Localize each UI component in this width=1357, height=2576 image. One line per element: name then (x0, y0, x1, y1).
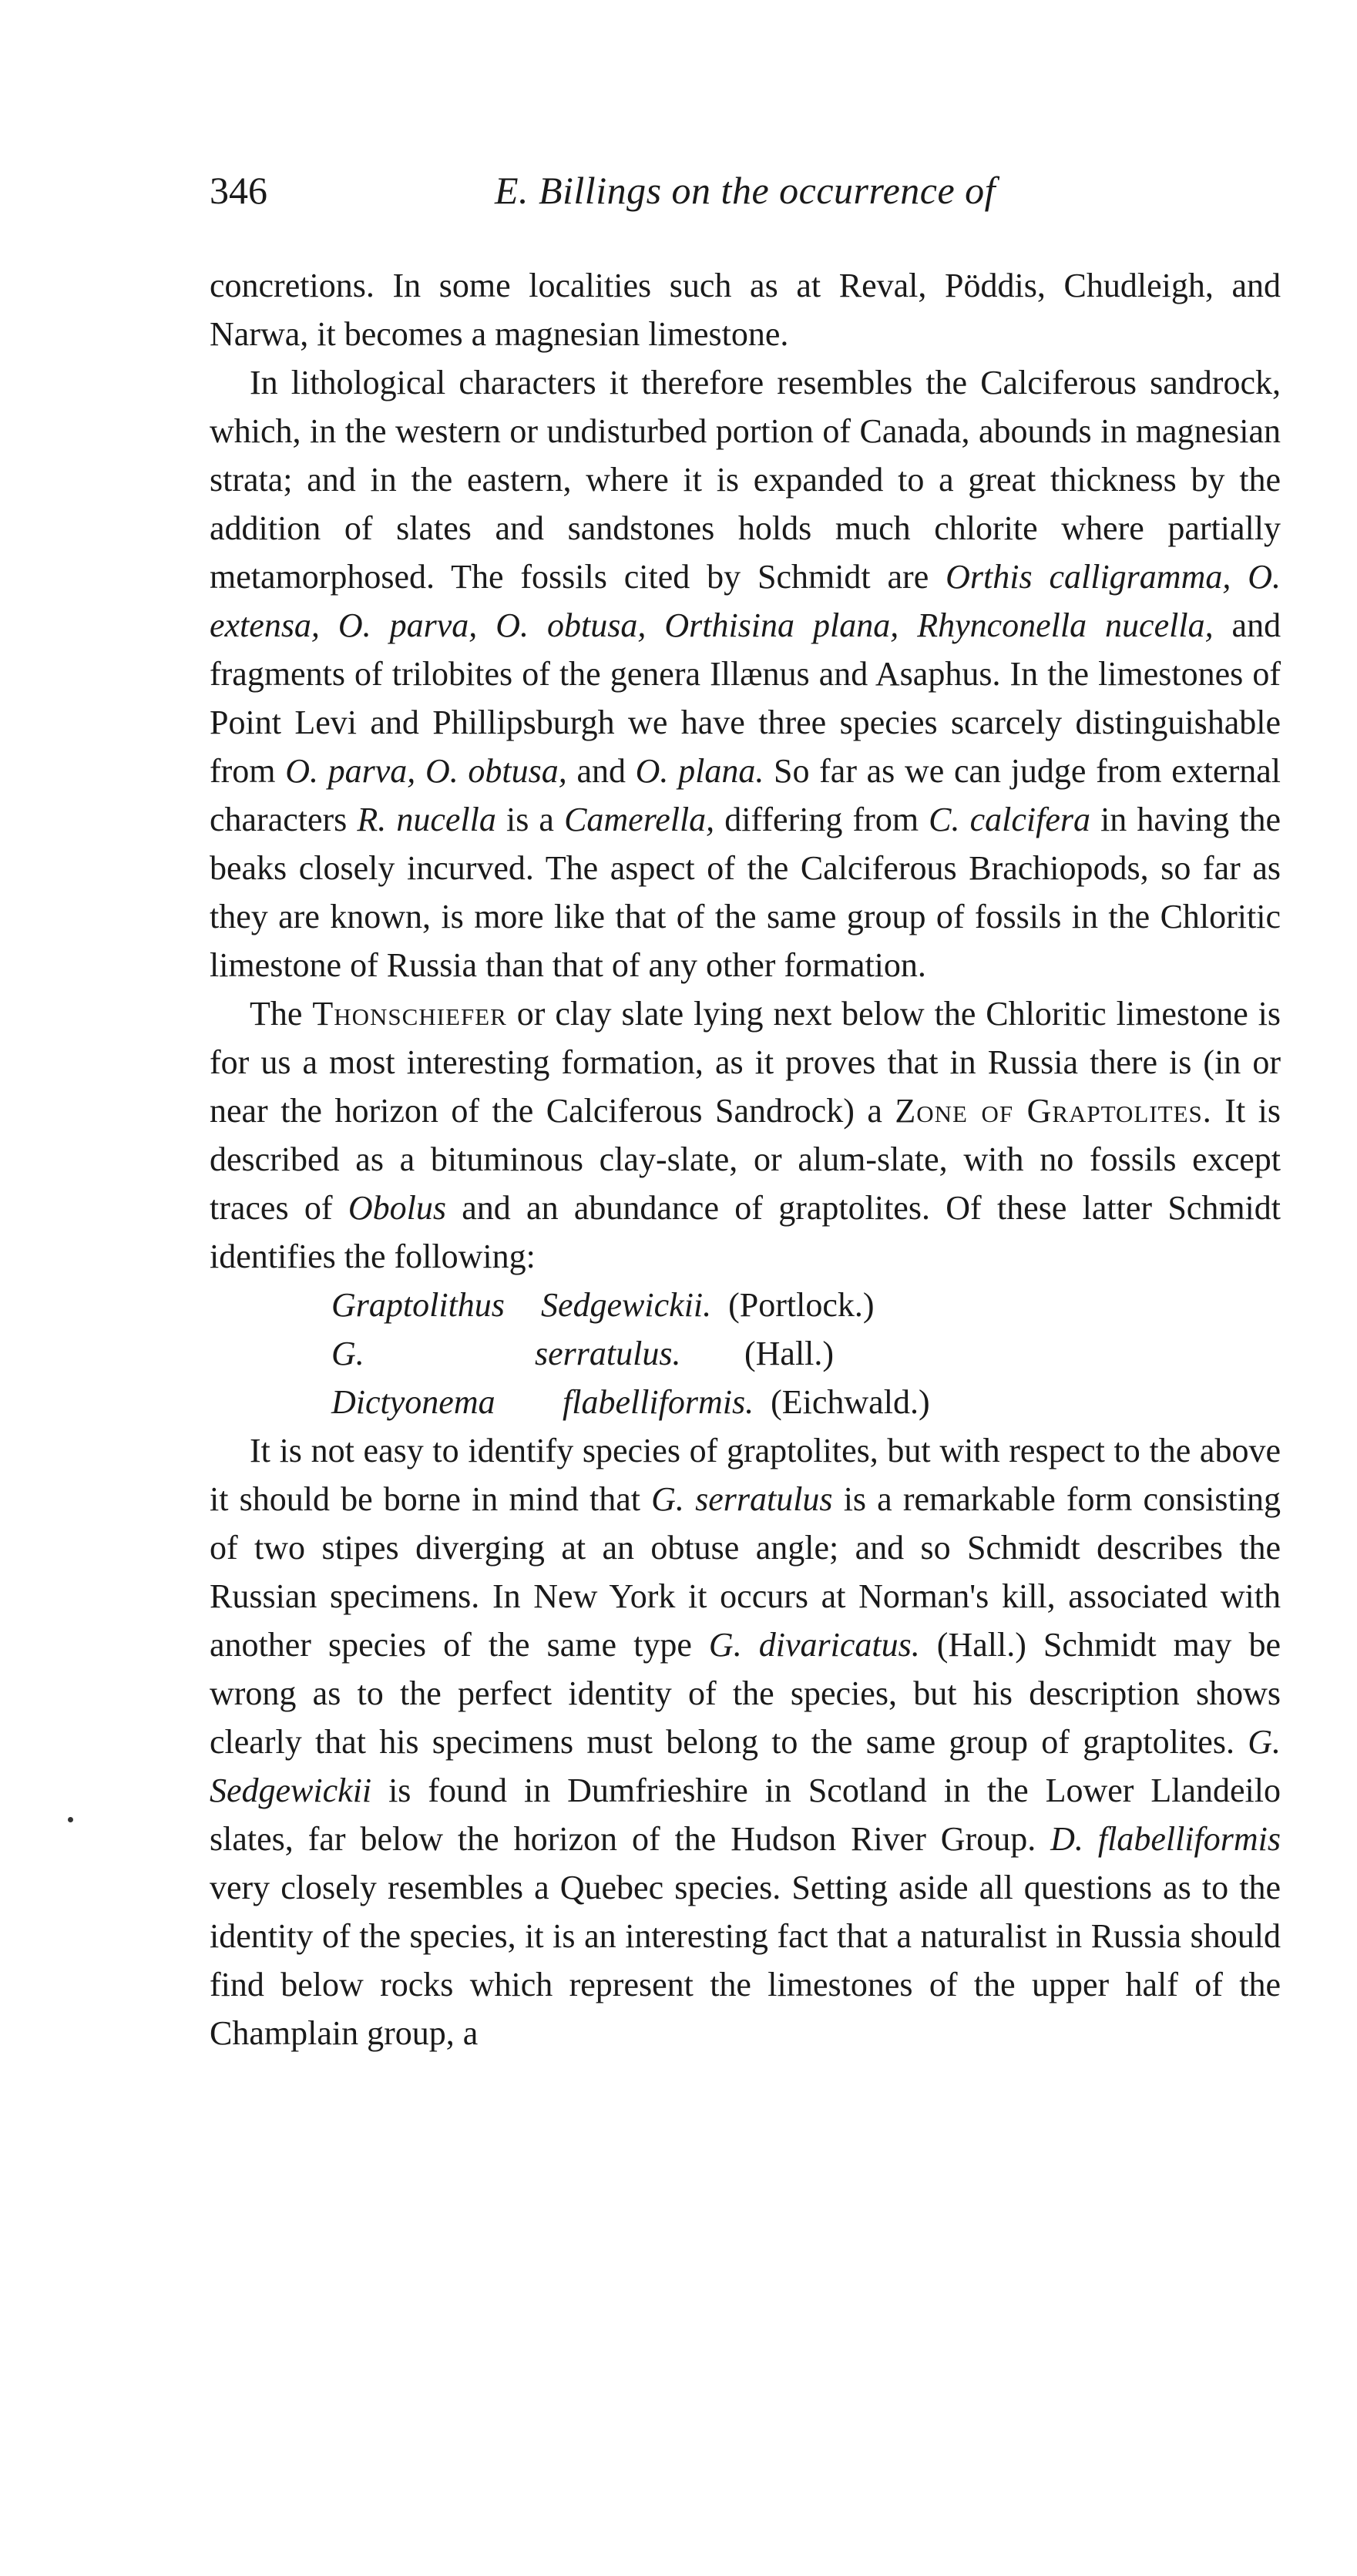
species-author: (Eichwald.) (771, 1383, 930, 1421)
species-name: D. flabelliformis (1050, 1820, 1281, 1858)
species-name: O. obtusa, (495, 606, 647, 644)
p4-text-b: is a remarkable form consisting of two stipes diverging at an obtuse angle; and so Schmidt describes the Russian specimens. In New York it occurs at Norman's kill, associated with another species of the same type (210, 1480, 1281, 1664)
species-name: R. nucella (357, 801, 496, 838)
running-title: E. Billings on the occurrence of (494, 169, 996, 212)
p3-text-a: The (250, 995, 313, 1033)
paragraph-3 (210, 989, 1281, 1281)
paragraph-1-text: concretions. In some localities such as at Reval, Pöddis, Chudleigh, and Narwa, it becomes a magnesian limestone. (210, 267, 1281, 353)
species-author: (Portlock.) (728, 1286, 875, 1324)
genus-name: G. (331, 1335, 364, 1372)
p4-text-c: (Hall.) Schmidt may be wrong as to the perfect identity of the species, but his description shows clearly that his specimens must belong to the same group of graptolites. (210, 1626, 1281, 1761)
p2-text-d: So far as we can judge from external characters (210, 752, 1281, 838)
small-caps-term: Zone of Graptolites. (895, 1092, 1212, 1130)
genus-name: Graptolithus (331, 1286, 505, 1324)
species-name: C. calcifera (929, 801, 1090, 838)
species-list-item (331, 1329, 1281, 1378)
ink-speck (68, 1817, 73, 1822)
p4-text-a: It is not easy to identify species of graptolites, but with respect to the above it should be borne in mind that (210, 1432, 1281, 1518)
species-list-item (331, 1281, 1281, 1329)
species-epithet: flabelliformis. (563, 1383, 754, 1421)
species-list (331, 1281, 1281, 1426)
species-name: O. parva, (338, 606, 478, 644)
p2-text-a: In lithological characters it therefore resembles the Calciferous sandrock, which, in the western or undisturbed portion of Canada, abounds in magnesian strata; and in the eastern, where it is expanded to a great thickness by the addition of slates and sandstones holds much chlorite where partially metamorphosed. The fossils cited by Schmidt are (210, 364, 1281, 596)
p3-text-b: or clay slate lying next below the Chloritic limestone is for us a most interesting formation, as it proves that in Russia there is (in or near the horizon of the Calciferous Sandrock) a (210, 995, 1281, 1130)
p2-text-f: differing from (714, 801, 929, 838)
species-name: O. obtusa, (425, 752, 567, 790)
p2-text-b: and fragments of trilobites of the genera Illænus and Asaphus. In the limestones of Point Levi and Phillipsburgh we have three species scarcely distinguishable from (210, 606, 1281, 790)
paragraph-2 (210, 358, 1281, 989)
p2-text-g: in having the beaks closely incurved. The aspect of the Calciferous Brachiopods, so far as they are known, is more like that of the same group of fossils in the Chloritic limestone of Russia than that of any other formation. (210, 801, 1281, 984)
species-name: O. extensa, (210, 558, 1281, 644)
p4-text-e: very closely resembles a Quebec species. Setting aside all questions as to the identity of the species, it is an interesting fact that a naturalist in Russia should find below rocks which represent the limestones of the upper half of the Champlain group, a (210, 1869, 1281, 2052)
p3-text-d: and an abundance of graptolites. Of these latter Schmidt identifies the following: (210, 1189, 1281, 1275)
species-epithet: serratulus. (535, 1335, 681, 1372)
small-caps-term: Thonschiefer (312, 995, 507, 1033)
paragraph-4 (210, 1426, 1281, 2057)
species-name: Camerella, (564, 801, 715, 838)
species-name: Rhynconella nucella, (917, 606, 1214, 644)
species-name: G. serratulus (651, 1480, 833, 1518)
species-author: (Hall.) (744, 1335, 835, 1372)
species-epithet: Sedgewickii. (541, 1286, 712, 1324)
species-name: G. Sedgewickii (210, 1723, 1281, 1809)
genus-name: Dictyonema (331, 1383, 495, 1421)
species-name: O. plana. (635, 752, 764, 790)
page-number: 346 (210, 169, 267, 212)
running-head (210, 158, 1281, 224)
page (210, 158, 1281, 2057)
species-name: G. divaricatus. (708, 1626, 920, 1664)
species-name: Orthis calligramma, (946, 558, 1231, 596)
p2-text-e: is a (495, 801, 565, 838)
species-name: Orthisina plana, (664, 606, 899, 644)
species-list-item (331, 1378, 1281, 1426)
genus-name: Obolus (348, 1189, 446, 1227)
species-name: O. parva, (285, 752, 416, 790)
paragraph-1 (210, 261, 1281, 358)
p4-text-d: is found in Dumfrieshire in Scotland in the Lower Llandeilo slates, far below the horizon of the Hudson River Group. (210, 1772, 1281, 1858)
p2-text-c: and (566, 752, 636, 790)
p3-text-c: It is described as a bituminous clay-slate, or alum-slate, with no fossils except traces of (210, 1092, 1281, 1227)
